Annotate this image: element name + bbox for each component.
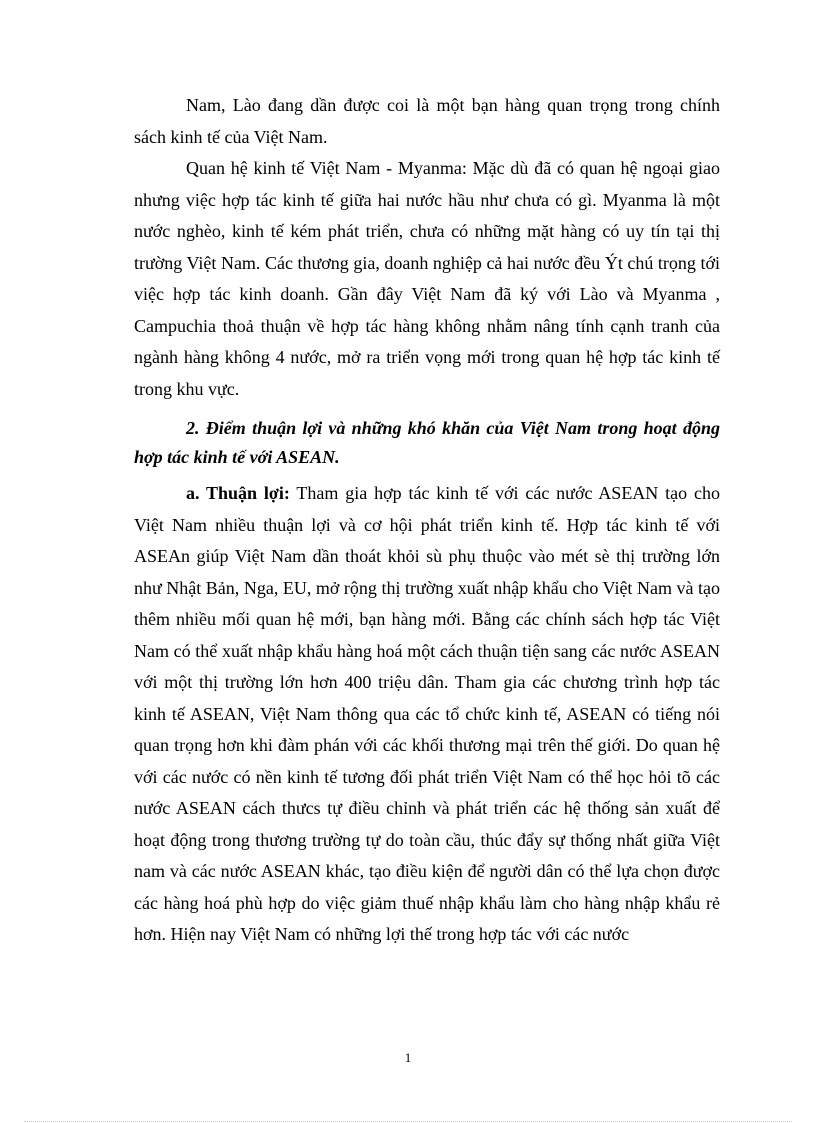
page-bottom-divider [24,1121,792,1122]
page-number: 1 [404,1050,412,1065]
subsection-text: Tham gia hợp tác kinh tế với các nước ASEAN tạo cho Việt Nam nhiều thuận lợi và cơ hội phát triển kinh tế. Hợp tác kinh tế với ASEAn giúp Việt Nam dần thoát khỏi sù phụ thuộc vào mét sè thị trường lớn như Nhật Bản, Nga, EU, mở rộng thị trường xuất nhập khẩu cho Việt Nam và tạo thêm nhiều mối quan hệ mới, bạn hàng mới. Bằng các chính sách hợp tác Việt Nam có thể xuất nhập khẩu hàng hoá một cách thuận tiện sang các nước ASEAN với một thị trường lớn hơn 400 triệu dân. Tham gia các chương trình hợp tác kinh tế ASEAN, Việt Nam thông qua các tổ chức kinh tế, ASEAN có tiếng nói quan trọng hơn khi đàm phán với các khối thương mại trên thế giới. Do quan hệ với các nước có nền kinh tế tương đối phát triển Việt Nam có thể học hỏi tõ các nước ASEAN cách thưcs tự điều chỉnh và phát triển các hệ thống sản xuất để hoạt động trong thương trường tự do toàn cầu, thúc đẩy sự thống nhất giữa Việt nam và các nước ASEAN khác, tạo điều kiện để người dân có thể lựa chọn được các hàng hoá phù hợp do việc giảm thuế nhập khẩu làm cho hàng nhập khẩu rẻ hơn. Hiện nay Việt Nam có những lợi thế trong hợp tác với các nước [134,483,720,944]
paragraph-vietnam-myanmar: Quan hệ kinh tế Việt Nam - Myanma: Mặc dù đã có quan hệ ngoại giao nhưng việc hợp tác kinh tế giữa hai nước hầu như chưa có gì. Myanma là một nước nghèo, kinh tế kém phát triển, chưa có những mặt hàng có uy tín tại thị trường Việt Nam. Các thương gia, doanh nghiệp cả hai nước đều Ýt chú trọng tới việc hợp tác kinh doanh. Gần đây Việt Nam đã ký với Lào và Myanma , Campuchia thoả thuận về hợp tác hàng không nhằm nâng tính cạnh tranh của ngành hàng không 4 nước, mở ra triển vọng mới trong quan hệ hợp tác kinh tế trong khu vực. [134,158,720,399]
paragraph-advantages [134,478,720,951]
paragraph-lao-conclusion: Nam, Lào đang dần được coi là một bạn hàng quan trọng trong chính sách kinh tế của Việt Nam. [134,95,720,147]
section-heading: 2. Điểm thuận lợi và những khó khăn của Việt Nam trong hoạt động hợp tác kinh tế với ASEAN. [134,418,720,467]
document-body [134,90,720,951]
subsection-label: a. Thuận lợi: [186,483,290,503]
